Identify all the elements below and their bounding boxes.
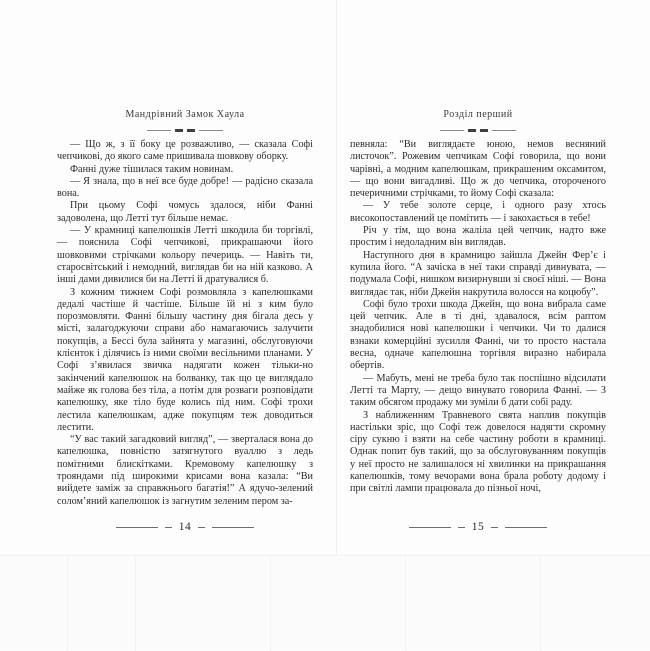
pagenum-rule-icon bbox=[165, 527, 172, 528]
footer-divider bbox=[540, 556, 541, 651]
ornament-bar-icon bbox=[480, 129, 488, 132]
footer-divider bbox=[135, 556, 136, 651]
paragraph: певняла: “Ви виглядаєте юною, немов весняний листочок”. Рожевим чепчикам Софі говорила, що вони чарівні, а модним капелюшкам, прикрашеним оксамитом, — що вони вигадливі. Що ж до чепчика, отороченого печеричними стрічками, то йому Софі сказала: bbox=[350, 139, 606, 200]
paragraph: — Що ж, з її боку це розважливо, — сказала Софі чепчикові, до якого саме пришивала шовкову оборку. bbox=[57, 139, 313, 163]
paragraph: Фанні дуже тішилася таким новинам. bbox=[70, 163, 234, 175]
ornament-line-icon bbox=[440, 130, 464, 131]
page-body-left bbox=[57, 139, 313, 521]
footer-divider bbox=[270, 556, 271, 651]
ornament-bar-icon bbox=[175, 129, 183, 132]
pagenum-rule-icon bbox=[212, 527, 254, 528]
paragraph: “У вас такий загадковий вигляд”, — зверталася вона до капелюшка, повністю затягнутого вуаллю з ледь помітними блискітками. Кремовому капелюшку з трояндами під широкими крисами вона казала: “Ви вийдете заміж за справжнього багатія!” А ядучо-зелений солом’яний капелюшок із загнутим зеленим пером за- bbox=[57, 434, 313, 507]
running-head-book-title: Мандрівний Замок Хаула bbox=[125, 109, 245, 120]
paragraph: — У крамниці капелюшків Летті шкодила би торгівлі, — пояснила Софі чепчикові, прикрашаючи його шовковими стрічками кольору печериць. — Навіть ти, старосвітський і немодний, виглядав би на ній казково. А інші дами дивилися би на Летті й дратувалися б. bbox=[57, 225, 313, 286]
paragraph: — Мабуть, мені не треба було так поспішно відсилати Летті та Марту, — дещо винувато говорила Фанні. — З таким обсягом продажу ми зуміли б дати собі раду. bbox=[350, 372, 606, 409]
page-gutter-divider bbox=[336, 0, 337, 555]
paragraph: — У тебе золоте серце, і одного разу хтось високопоставлений це помітить — і закохається в тебе! bbox=[350, 200, 606, 224]
page-number: 14 bbox=[178, 521, 192, 533]
ornament-line-icon bbox=[492, 130, 516, 131]
pagenum-rule-icon bbox=[409, 527, 451, 528]
header-ornament bbox=[350, 127, 606, 133]
paragraph: Річ у тім, що вона жаліла цей чепчик, надто вже простим і недоладним він виглядав. bbox=[350, 225, 606, 249]
pagenum-rule-icon bbox=[491, 527, 498, 528]
pagenum-rule-icon bbox=[505, 527, 547, 528]
reader-footer-area bbox=[0, 555, 650, 650]
paragraph: — Я знала, що в неї все буде добре! — радісно сказала вона. bbox=[57, 175, 313, 200]
page-right[interactable] bbox=[350, 0, 606, 555]
paragraph: Софі було трохи шкода Джейн, що вона вибрала саме цей чепчик. Але в ті дні, здавалося, всім раптом знадобилися нові капелюшки і чепчики. Чи то далися взнаки комерційні зусилля Фанні, чи то просто настала весна, одначе капелюшна торгівля виразно набирала обертів. bbox=[350, 298, 606, 372]
page-body-right bbox=[350, 139, 606, 521]
page-number-row-right bbox=[350, 521, 606, 533]
page-number-row-left bbox=[57, 521, 313, 533]
page-number: 15 bbox=[471, 521, 485, 533]
ornament-bar-icon bbox=[187, 129, 195, 132]
page-left[interactable] bbox=[57, 0, 313, 555]
header-ornament bbox=[57, 127, 313, 133]
paragraph: Наступного дня в крамницю зайшла Джейн Фер’є і купила його. “А зачіска в неї таки справді дивнувата, — подумала Софі, нишком визирнувши зі своєї ніші. — Вона виглядає так, ніби Джейн накрутила волосся на коцюбу”. bbox=[350, 249, 606, 298]
running-head-chapter-title: Розділ перший bbox=[443, 109, 513, 120]
pagenum-rule-icon bbox=[198, 527, 205, 528]
footer-divider bbox=[67, 556, 68, 651]
paragraph: При цьому Софі чомусь здалося, ніби Фанні задоволена, що Летті тут більше немає. bbox=[57, 200, 313, 224]
ornament-line-icon bbox=[147, 130, 171, 131]
paragraph: З наближенням Травневого свята наплив покупців настільки зріс, що Софі теж довелося надягти скромну сіру сукню і взяти на себе частину роботи в крамниці. Однак попит був такий, що за обслуговуванням покупців у неї просто не залишалося ні хвилинки на прикрашання капелюшків, тому вечорами вона брала роботу додому і при світлі лампи працювала до пізньої ночі, bbox=[350, 409, 606, 495]
ornament-bar-icon bbox=[468, 129, 476, 132]
paragraph: З кожним тижнем Софі розмовляла з капелюшками дедалі частіше й частіше. Більше їй ні з ким було порозмовляти. Фанні більшу частину дня бігала десь у місті, залагоджуючи справи або намагаючись залучити покупців, а Бессі була зайнята у магазині, обслуговуючи клієнток і ділячись із ними своїми весільними планами. У Софі з’явилася звичка надягати кожен тільки-но закінчений капелюшок на болванку, так що це виглядало майже як голова без тіла, а потім для розваги розповідати капелюшку, яке тіло буде колись під ним. Софі трохи лестила капелюшкам, адже покупцям теж доводиться лестити. bbox=[57, 286, 313, 433]
ornament-line-icon bbox=[199, 130, 223, 131]
pagenum-rule-icon bbox=[458, 527, 465, 528]
footer-divider bbox=[405, 556, 406, 651]
pagenum-rule-icon bbox=[116, 527, 158, 528]
